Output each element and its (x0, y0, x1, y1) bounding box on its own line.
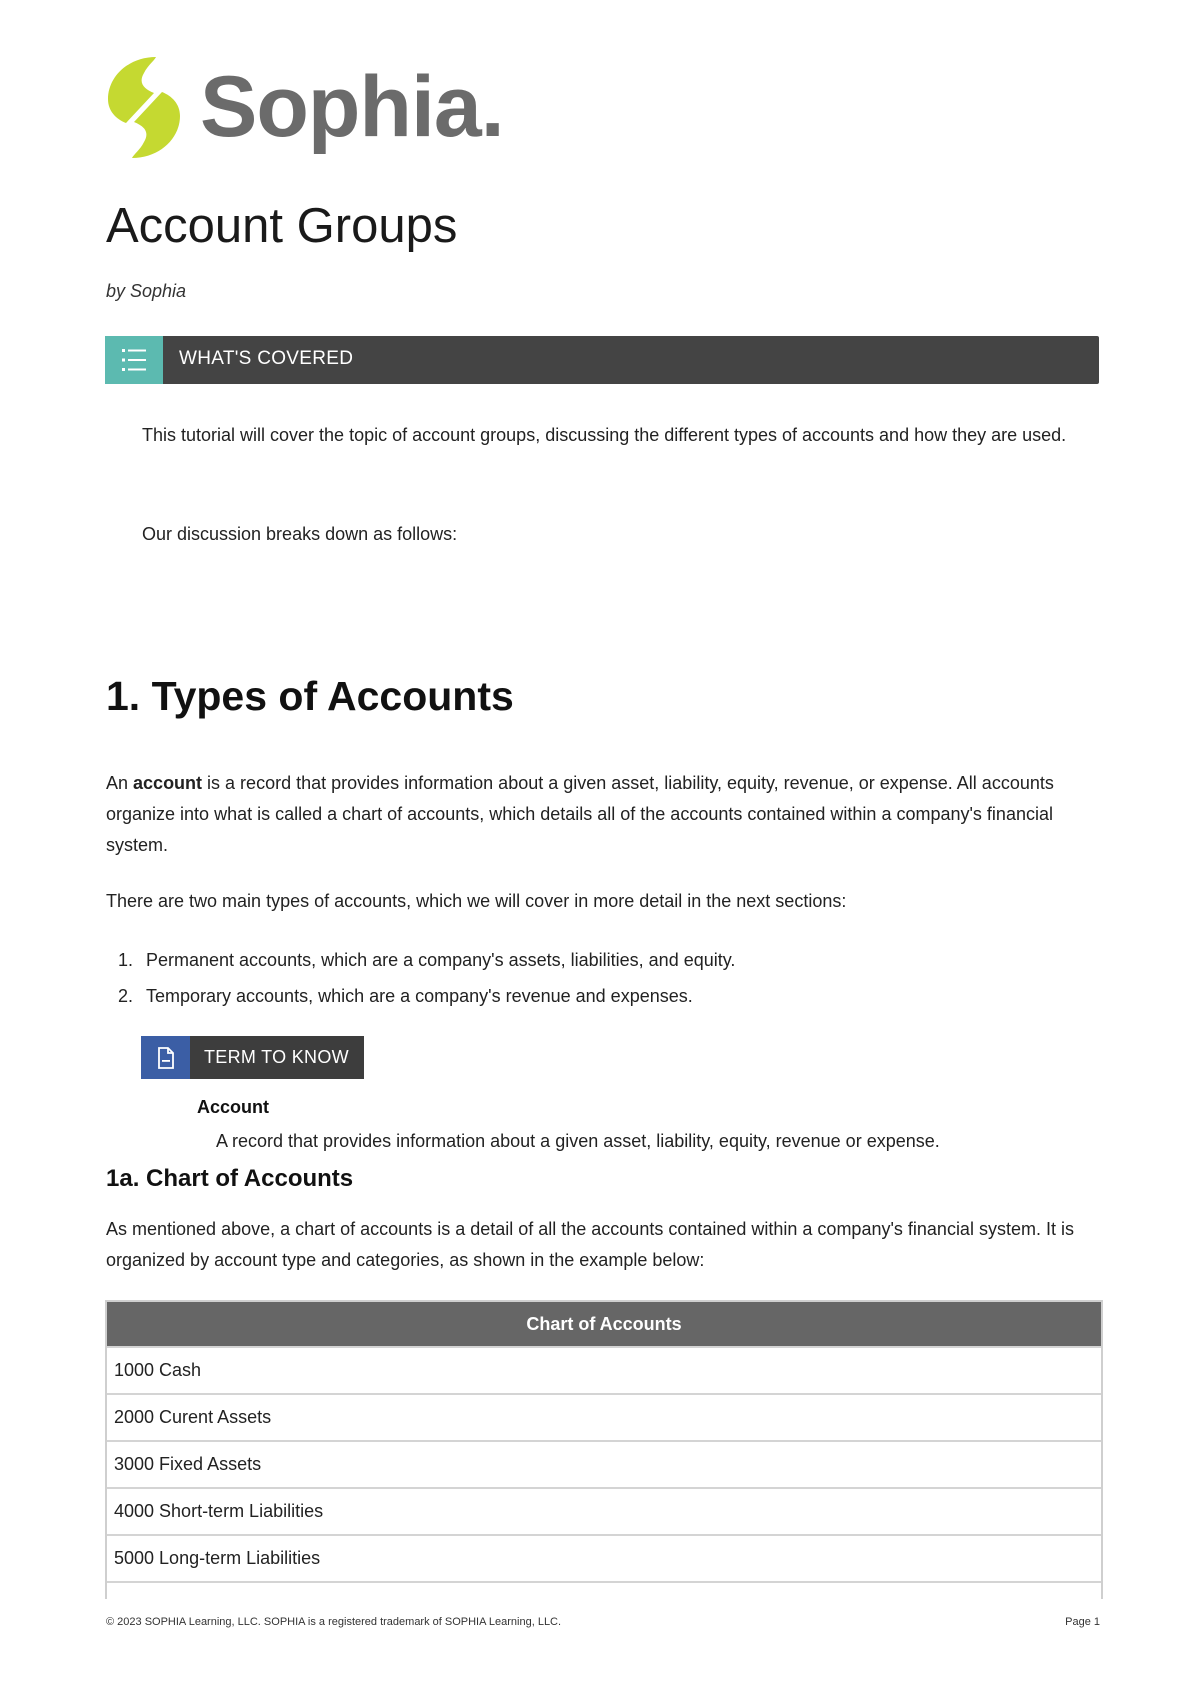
whats-covered-banner (105, 336, 1099, 384)
term-to-know-banner (141, 1036, 364, 1079)
sophia-logo (104, 55, 524, 165)
table-row: 3000 Fixed Assets (107, 1440, 1101, 1487)
table-row: 2000 Curent Assets (107, 1393, 1101, 1440)
byline: by Sophia (106, 281, 187, 301)
page-number: Page 1 (1065, 1616, 1100, 1628)
sophia-wordmark: Sophia. (200, 59, 504, 155)
whats-covered-label: WHAT'S COVERED (179, 348, 354, 369)
table-row: 1000 Cash (107, 1346, 1101, 1393)
list-text: Permanent accounts, which are a company's assets, liabilities, and equity. (146, 950, 736, 970)
types-paragraph: There are two main types of accounts, which we will cover in more detail in the next sections: (106, 891, 847, 911)
table-row: 4000 Short-term Liabilities (107, 1487, 1101, 1534)
text-span: An (106, 773, 134, 793)
account-paragraph (106, 768, 1101, 861)
chart-of-accounts-table (105, 1300, 1103, 1599)
account-term: account (133, 773, 203, 793)
intro-paragraph: This tutorial will cover the topic of account groups, discussing the different types of accounts and how they are used. (142, 425, 1067, 445)
list-item (118, 944, 1018, 980)
account-types-list (118, 944, 1018, 1016)
discussion-paragraph: Our discussion breaks down as follows: (142, 524, 458, 544)
list-icon (105, 336, 163, 384)
list-number: 1. (118, 950, 134, 970)
chart-paragraph: As mentioned above, a chart of accounts is a detail of all the accounts contained within a company's financial system. It is organized by account type and categories, as shown in the example below: (106, 1219, 1074, 1270)
term-word: Account (197, 1097, 269, 1117)
text-span: is a record that provides information about a given asset, liability, equity, revenue, or expense. All accounts organize into what is called a chart of accounts, which details all of the accounts contained within a company's financial system. (106, 773, 1054, 855)
list-item (118, 980, 1018, 1016)
list-number: 2. (118, 986, 134, 1006)
table-row: 5000 Long-term Liabilities (107, 1534, 1101, 1581)
document-icon (141, 1036, 190, 1079)
section-heading-chart-of-accounts: 1a. Chart of Accounts (106, 1165, 354, 1192)
page-title: Account Groups (106, 199, 458, 253)
term-to-know-label: TERM TO KNOW (204, 1047, 349, 1067)
table-header: Chart of Accounts (107, 1302, 1101, 1346)
sophia-logo-mark-icon (104, 55, 184, 160)
footer-copyright: © 2023 SOPHIA Learning, LLC. SOPHIA is a registered trademark of SOPHIA Learning, LLC. (106, 1616, 562, 1628)
section-heading-types-of-accounts: 1. Types of Accounts (106, 673, 514, 719)
list-text: Temporary accounts, which are a company's revenue and expenses. (146, 986, 693, 1006)
table-row-continued (107, 1581, 1101, 1599)
term-definition: A record that provides information about a given asset, liability, equity, revenue or expense. (216, 1131, 940, 1151)
